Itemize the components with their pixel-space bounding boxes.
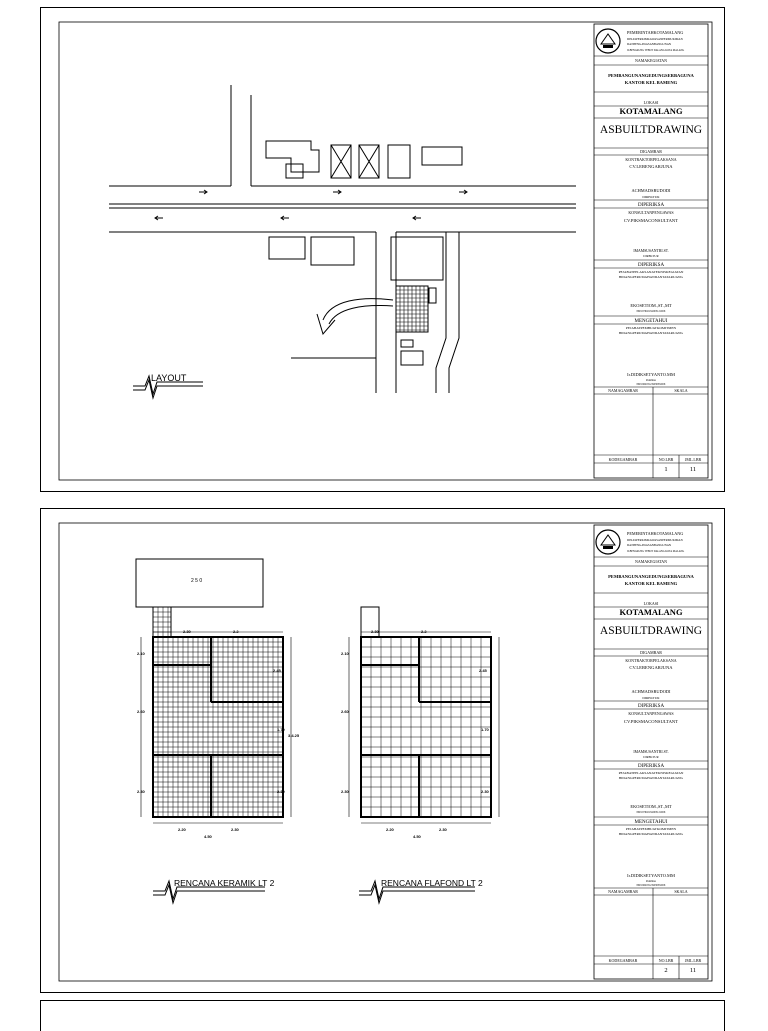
- roof-block-dim: 2 5 0: [191, 578, 203, 584]
- org-line-3: DANPENGAWASANBANGUNAN: [627, 42, 672, 46]
- contractor-director-name: ACHMADSRUDODI: [631, 689, 671, 694]
- ceramic-plan-label: RENCANA KERAMIK LT 2: [174, 878, 275, 888]
- ceramic-dimensions: [137, 629, 300, 839]
- layout-label: LAYOUT: [151, 373, 187, 383]
- location-value: KOTAMALANG: [619, 106, 683, 116]
- ceiling-plan: [349, 607, 499, 823]
- org-line-2: DINASPERKIMKAWASANPERMUKIMAN: [627, 538, 683, 542]
- ceiling-plan-label: RENCANA FLAFOND LT 2: [381, 878, 483, 888]
- sheet-no-value: 2: [664, 967, 668, 974]
- pptk-line-1: PEJABATPELAKSANATEKNISKEGIATAN: [618, 771, 684, 775]
- location-label: LOKASI: [643, 100, 659, 105]
- ceiling-dimensions: [341, 629, 490, 839]
- sheet-1-drawing: [41, 8, 724, 491]
- checked-label-2: DIPERIKSA: [637, 764, 665, 769]
- dim-right-3: 2.30: [277, 789, 285, 794]
- consultant-label: KONSULTANPENGAWAS: [628, 210, 674, 215]
- ppk-line-1: PEJABATPEMBUATKOMITMEN: [625, 827, 677, 831]
- dim-bottom-right: 2.30: [231, 827, 239, 832]
- ppk-line-2: BIDANGPERUMAHANDANTATARUANG: [618, 331, 684, 335]
- site-layout-plan: [109, 85, 576, 393]
- org-line-1: PEMERINTAHKOTAMALANG: [627, 531, 684, 536]
- pptk-line-2: BIDANGPERUMAHANDANTATARUANG: [618, 275, 684, 279]
- ppk-name: Ir.DIDIKSETYANTO.MM: [627, 873, 675, 878]
- activity-label: NAMAKEGIATAN: [634, 58, 668, 63]
- dim-right-1: 2.45: [273, 668, 281, 673]
- sheet-total-value: 11: [689, 967, 697, 974]
- consultant-name: CV.PIKSMACONSULTANT: [623, 719, 679, 724]
- sheet-no-label: NO.LBR: [658, 958, 674, 963]
- dim-left-1: 2.10: [341, 651, 349, 656]
- checked-label: DIPERIKSA: [637, 704, 665, 709]
- scale-label: SKALA: [674, 388, 688, 393]
- drawn-by-label: DIGAMBAR: [640, 149, 662, 154]
- contractor-director-name: ACHMADSRUDODI: [631, 188, 671, 193]
- ppk-role: Pembina: [646, 880, 656, 883]
- dim-left-1: 2.10: [137, 651, 145, 656]
- org-line-3: DANPENGAWASANBANGUNAN: [627, 543, 672, 547]
- project-name-2: KANTOR KEL BAMENG: [624, 581, 678, 586]
- ppk-nip: NIP.19620312199303X00X: [636, 884, 666, 887]
- dim-left-3: 2.30: [137, 789, 145, 794]
- grid-building-hatch: [396, 286, 428, 332]
- dim-top-left: 2.30: [183, 629, 191, 634]
- org-line-2: DINASPERKIMKAWASANPERMUKIMAN: [627, 37, 683, 41]
- pptk-nip: NIP.1976021X200312100X: [636, 811, 666, 814]
- dim-bottom-left: 2.20: [178, 827, 186, 832]
- pptk-name: EKOSETIOM.,ST.,MT: [630, 804, 672, 809]
- ppk-role: Pembina: [646, 379, 656, 382]
- drawing-sheet-3-partial: [40, 1000, 725, 1031]
- ppk-line-1: PEJABATPEMBUATKOMITMEN: [625, 326, 677, 330]
- drawing-sheet-2: [40, 508, 725, 993]
- contractor-name: CV.LERENGARJUNA: [629, 665, 673, 670]
- project-name-1: PEMBANGUNANGEDUNGSERBAGUNA: [608, 73, 694, 78]
- dim-bottom-right: 2.30: [439, 827, 447, 832]
- dim-right-1: 2.45: [479, 668, 487, 673]
- contractor-director-label: DIREKTUR: [642, 696, 660, 700]
- consultant-director-label: DIREKTUR: [643, 755, 659, 759]
- project-name-1: PEMBANGUNANGEDUNGSERBAGUNA: [608, 574, 694, 579]
- ceramic-floor-plan: [141, 607, 291, 823]
- contractor-director-label: DIREKTUR: [642, 195, 660, 199]
- acknowledged-label: MENGETAHUI: [634, 319, 668, 324]
- location-value: KOTAMALANG: [619, 607, 683, 617]
- drawing-sheet-1: [40, 7, 725, 492]
- dim-right-2: 1.70: [481, 727, 489, 732]
- pptk-name: EKOSETIOM.,ST.,MT: [630, 303, 672, 308]
- scale-label: SKALA: [674, 889, 688, 894]
- drawing-code-label: KODEGAMBAR: [608, 958, 638, 963]
- dim-top-right: 2.2: [233, 629, 239, 634]
- dim-left-2: 2.60: [137, 709, 145, 714]
- consultant-director-name: IMAMSUSANTRI.ST.: [633, 249, 669, 253]
- consultant-director-label: DIREKTUR: [643, 254, 659, 258]
- acknowledged-label: MENGETAHUI: [634, 820, 668, 825]
- dim-side-total: 3.4.25: [288, 733, 300, 738]
- sheet-total-label: JML.LBR: [684, 958, 702, 963]
- pptk-line-2: BIDANGPERUMAHANDANTATARUANG: [618, 776, 684, 780]
- drawn-by-label: DIGAMBAR: [640, 650, 662, 655]
- ppk-nip: NIP.19620312199303X00X: [636, 383, 666, 386]
- checked-label: DIPERIKSA: [637, 203, 665, 208]
- dim-top-left: 2.30: [371, 629, 379, 634]
- activity-label: NAMAKEGIATAN: [634, 559, 668, 564]
- ppk-line-2: BIDANGPERUMAHANDANTATARUANG: [618, 832, 684, 836]
- consultant-label: KONSULTANPENGAWAS: [628, 711, 674, 716]
- pptk-nip: NIP.1976021X200312100X: [636, 310, 666, 313]
- dim-top-right: 2.2: [421, 629, 427, 634]
- contractor-name: CV.LERENGARJUNA: [629, 164, 673, 169]
- dim-left-2: 2.60: [341, 709, 349, 714]
- drawing-type: ASBUILTDRAWING: [599, 625, 703, 637]
- dim-total: 4.50: [413, 834, 421, 839]
- sheet-total-value: 11: [689, 466, 697, 473]
- org-line-4: JLBENGKUNG TEBOT DALANG KOTA MALANG: [627, 49, 685, 52]
- dim-left-3: 2.30: [341, 789, 349, 794]
- ppk-name: Ir.DIDIKSETYANTO.MM: [627, 372, 675, 377]
- consultant-director-name: IMAMSUSANTRI.ST.: [633, 750, 669, 754]
- org-line-1: PEMERINTAHKOTAMALANG: [627, 30, 684, 35]
- drawing-type: ASBUILTDRAWING: [599, 124, 703, 136]
- org-line-4: JLBENGKUNG TEBOT DALANG KOTA MALANG: [627, 550, 685, 553]
- dim-bottom-left: 2.20: [386, 827, 394, 832]
- consultant-name: CV.PIKSMACONSULTANT: [623, 218, 679, 223]
- location-label: LOKASI: [643, 601, 659, 606]
- sheet-no-value: 1: [664, 466, 668, 473]
- drawing-name-label: NAMAGAMBAR: [608, 388, 638, 393]
- sheet-total-label: JML.LBR: [684, 457, 702, 462]
- checked-label-2: DIPERIKSA: [637, 263, 665, 268]
- contractor-label: KONTRAKTORPELAKSANA: [625, 658, 677, 663]
- contractor-label: KONTRAKTORPELAKSANA: [625, 157, 677, 162]
- title-block-2: [594, 525, 708, 979]
- title-block-1: [594, 24, 708, 478]
- project-name-2: KANTOR KEL BAMENG: [624, 80, 678, 85]
- sheet-no-label: NO.LBR: [658, 457, 674, 462]
- dim-right-2: 1.70: [277, 727, 285, 732]
- dim-total: 4.50: [204, 834, 212, 839]
- pptk-line-1: PEJABATPELAKSANATEKNISKEGIATAN: [618, 270, 684, 274]
- dim-right-3: 2.30: [481, 789, 489, 794]
- sheet-2-drawing: [41, 509, 724, 992]
- drawing-name-label: NAMAGAMBAR: [608, 889, 638, 894]
- drawing-code-label: KODEGAMBAR: [608, 457, 638, 462]
